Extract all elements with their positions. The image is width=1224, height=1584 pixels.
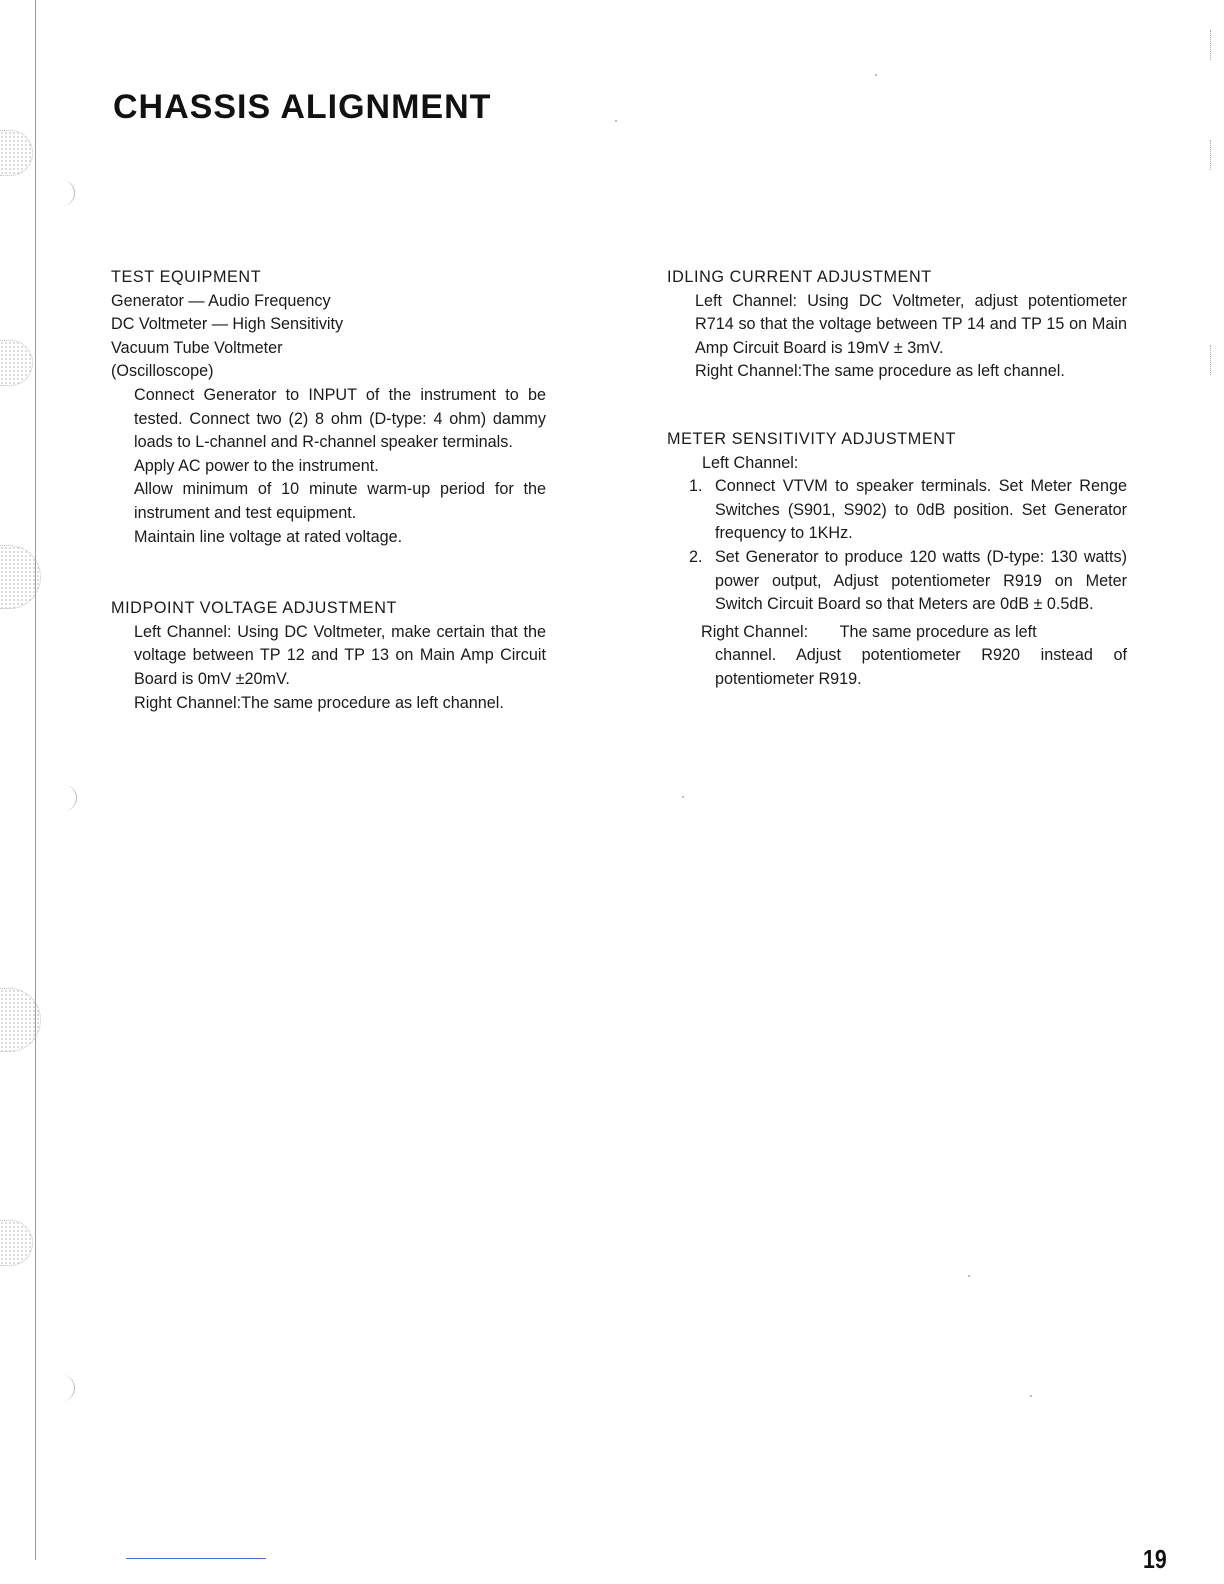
equipment-item: Generator — Audio Frequency [111, 291, 331, 310]
step-text: Set Generator to produce 120 watts (D-type: 130 watts) power output, Adjust potentiometer R919 on Meter Switch Circuit Board so that Meters are 0dB ± 0.5dB. [715, 547, 1127, 614]
scan-speck [1030, 1395, 1032, 1397]
idling-right-channel-text: Right Channel:The same procedure as left channel. [695, 362, 1065, 381]
binder-edge-line [35, 0, 36, 1560]
scan-edge-mark [1210, 140, 1212, 170]
setup-instruction: Apply AC power to the instrument. [134, 456, 379, 475]
right-column [667, 266, 1127, 692]
left-column [111, 266, 546, 715]
punch-hole-mark [0, 130, 33, 176]
test-equipment-heading: TEST EQUIPMENT [111, 268, 262, 286]
scan-speck [875, 74, 877, 76]
meter-left-channel-label: Left Channel: [702, 453, 799, 472]
midpoint-left-channel-text: Left Channel: Using DC Voltmeter, make certain that the voltage between TP 12 and TP 13 on Main Amp Circuit Board is 0mV ±20mV. [134, 622, 546, 688]
setup-instruction: Allow minimum of 10 minute warm-up period for the instrument and test equipment. [134, 480, 546, 522]
meter-sensitivity-section [667, 428, 1127, 692]
scan-edge-mark [1210, 345, 1212, 375]
scan-speck [615, 120, 617, 122]
idling-left-channel-text: Left Channel: Using DC Voltmeter, adjust potentiometer R714 so that the voltage between TP 14 and TP 15 on Main Amp Circuit Board is 19mV ± 3mV. [695, 291, 1127, 357]
scan-blue-line [126, 1558, 266, 1559]
equipment-item: DC Voltmeter — High Sensitivity [111, 315, 344, 334]
step-number: 2. [689, 547, 703, 566]
punch-hole-mark [0, 1220, 33, 1266]
meter-right-channel-label: Right Channel: [701, 622, 809, 641]
meter-sensitivity-heading: METER SENSITIVITY ADJUSTMENT [667, 429, 957, 448]
step-text: Connect VTVM to speaker terminals. Set Meter Renge Switches (S901, S902) to 0dB position. Set Generator frequency to 1KHz. [715, 477, 1127, 543]
equipment-item: Vacuum Tube Voltmeter [111, 338, 283, 357]
scan-arc-mark [60, 1375, 75, 1401]
page-number: 19 [1143, 1544, 1167, 1574]
punch-hole-mark [0, 340, 33, 386]
scan-speck [682, 796, 684, 798]
equipment-item: (Oscilloscope) [111, 362, 214, 381]
test-equipment-section [111, 266, 546, 549]
midpoint-voltage-section [111, 597, 546, 715]
meter-right-channel-rest: channel. Adjust potentiometer R920 instead of potentiometer R919. [715, 646, 1127, 688]
setup-instruction: Maintain line voltage at rated voltage. [134, 527, 403, 546]
idling-current-heading: IDLING CURRENT ADJUSTMENT [667, 268, 932, 286]
scan-edge-mark [1210, 30, 1212, 60]
midpoint-voltage-heading: MIDPOINT VOLTAGE ADJUSTMENT [111, 599, 398, 618]
meter-right-channel-text [667, 621, 1127, 692]
setup-instruction: Connect Generator to INPUT of the instrument to be tested. Connect two (2) 8 ohm (D-type: 4 ohm) dammy loads to L-channel and R-channel speaker terminals. [134, 385, 546, 452]
scan-speck [968, 1275, 970, 1277]
page-title: CHASSIS ALIGNMENT [113, 88, 492, 126]
midpoint-right-channel-text: Right Channel:The same procedure as left channel. [134, 693, 504, 712]
meter-steps-list [667, 475, 1127, 617]
step-number: 1. [689, 477, 703, 496]
scan-arc-mark [62, 785, 77, 811]
list-item [667, 475, 1127, 546]
meter-right-channel-first: The same procedure as left [839, 622, 1037, 641]
scan-arc-mark [60, 180, 75, 206]
idling-current-section [667, 266, 1127, 384]
list-item [667, 546, 1127, 617]
